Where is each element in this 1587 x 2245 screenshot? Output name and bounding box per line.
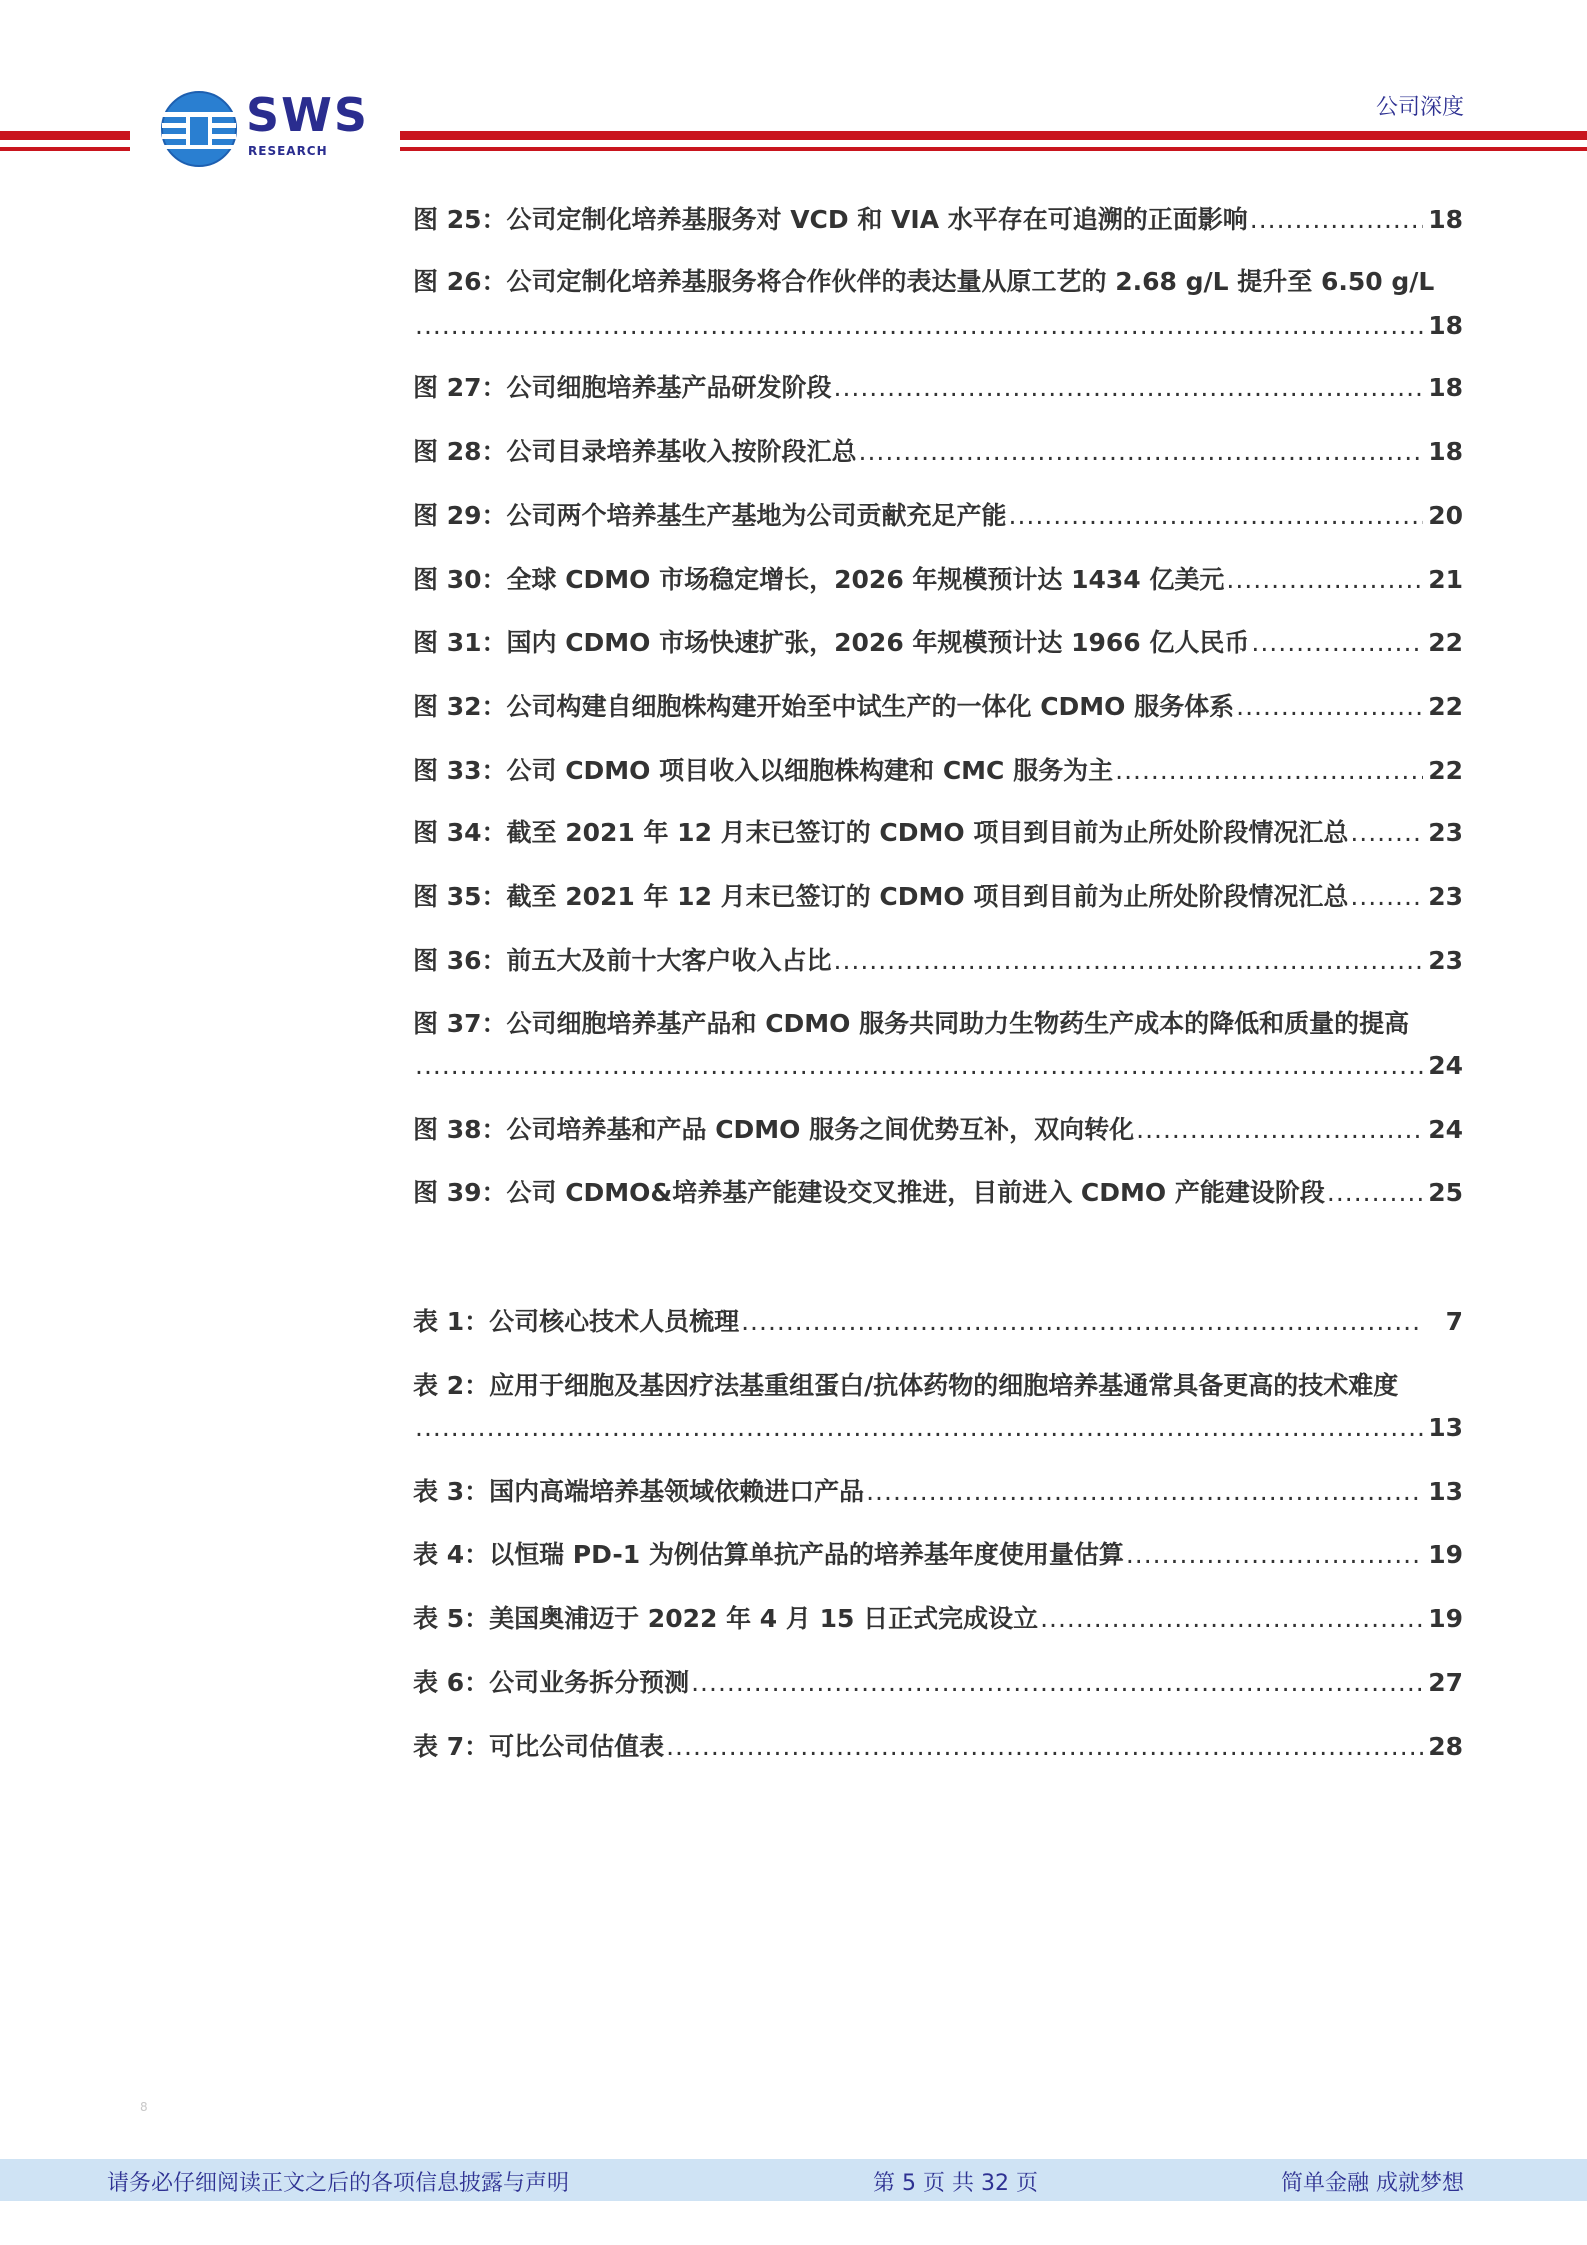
header-rule (400, 131, 1587, 140)
toc-entry[interactable]: 图 33：公司 CDMO 项目收入以细胞株构建和 CMC 服务为主 ..... 22 (413, 753, 1463, 789)
header-rule-thin (400, 147, 1587, 151)
toc-entry[interactable]: 图 25：公司定制化培养基服务对 VCD 和 VIA 水平存在可追溯的正面影响 ..... 18 (413, 202, 1463, 238)
toc-entry[interactable]: 表 2：应用于细胞及基因疗法基重组蛋白/抗体药物的细胞培养基通常具备更高的技术难度 ..... 13 (413, 1368, 1463, 1446)
disclaimer-notice: 请务必仔细阅读正文之后的各项信息披露与声明 (107, 2171, 570, 2196)
toc-entry[interactable]: 表 3：国内高端培养基领域依赖进口产品 ..... 13 (413, 1474, 1463, 1510)
page-number: 第 5 页 共 32 页 (873, 2171, 1038, 2196)
toc-entry[interactable]: 表 1：公司核心技术人员梳理 ..... 7 (413, 1304, 1463, 1340)
toc-entry[interactable]: 图 27：公司细胞培养基产品研发阶段 ..... 18 (413, 370, 1463, 406)
toc-entry[interactable]: 图 32：公司构建自细胞株构建开始至中试生产的一体化 CDMO 服务体系 ..... 22 (413, 689, 1463, 725)
toc-entry[interactable]: 图 36：前五大及前十大客户收入占比 ..... 23 (413, 943, 1463, 979)
toc-entry[interactable]: 图 29：公司两个培养基生产基地为公司贡献充足产能 ..... 20 (413, 498, 1463, 534)
toc-entry[interactable]: 表 7：可比公司估值表 ..... 28 (413, 1729, 1463, 1765)
sws-globe-icon (160, 90, 238, 168)
logo-subtitle: RESEARCH (248, 144, 328, 158)
toc-entry[interactable]: 图 38：公司培养基和产品 CDMO 服务之间优势互补，双向转化 ..... 24 (413, 1112, 1463, 1148)
slogan: 简单金融 成就梦想 (1281, 2171, 1464, 2196)
toc-entry[interactable]: 图 31：国内 CDMO 市场快速扩张，2026 年规模预计达 1966 亿人民币 ..... 22 (413, 625, 1463, 661)
toc-entry[interactable]: 图 39：公司 CDMO&培养基产能建设交叉推进，目前进入 CDMO 产能建设阶段 ..... 25 (413, 1175, 1463, 1211)
toc-entry[interactable]: 图 34：截至 2021 年 12 月末已签订的 CDMO 项目到目前为止所处阶段情况汇总 ..... 23 (413, 815, 1463, 851)
scan-mark: 8 (140, 2100, 148, 2114)
toc-entry[interactable]: 图 26：公司定制化培养基服务将合作伙伴的表达量从原工艺的 2.68 g/L 提升至 6.50 g/L ..... 18 (413, 264, 1463, 344)
toc-entry[interactable]: 图 30：全球 CDMO 市场稳定增长，2026 年规模预计达 1434 亿美元 ..... 21 (413, 562, 1463, 598)
header-rule (0, 131, 130, 140)
toc-entry[interactable]: 表 5：美国奥浦迈于 2022 年 4 月 15 日正式完成设立 ..... 19 (413, 1601, 1463, 1637)
report-type-tag: 公司深度 (1375, 95, 1464, 120)
toc-entry[interactable]: 图 35：截至 2021 年 12 月末已签订的 CDMO 项目到目前为止所处阶段情况汇总 ..... 23 (413, 879, 1463, 915)
toc-entry[interactable]: 表 6：公司业务拆分预测 ..... 27 (413, 1665, 1463, 1701)
toc-entry[interactable]: 表 4：以恒瑞 PD-1 为例估算单抗产品的培养基年度使用量估算 ..... 19 (413, 1537, 1463, 1573)
header-rule-thin (0, 147, 130, 151)
sws-logo (160, 88, 372, 168)
toc-entry[interactable]: 图 37：公司细胞培养基产品和 CDMO 服务共同助力生物药生产成本的降低和质量的提高 ..... 24 (413, 1006, 1463, 1084)
logo-wordmark: SWS (246, 88, 369, 142)
toc-entry[interactable]: 图 28：公司目录培养基收入按阶段汇总 ..... 18 (413, 434, 1463, 470)
